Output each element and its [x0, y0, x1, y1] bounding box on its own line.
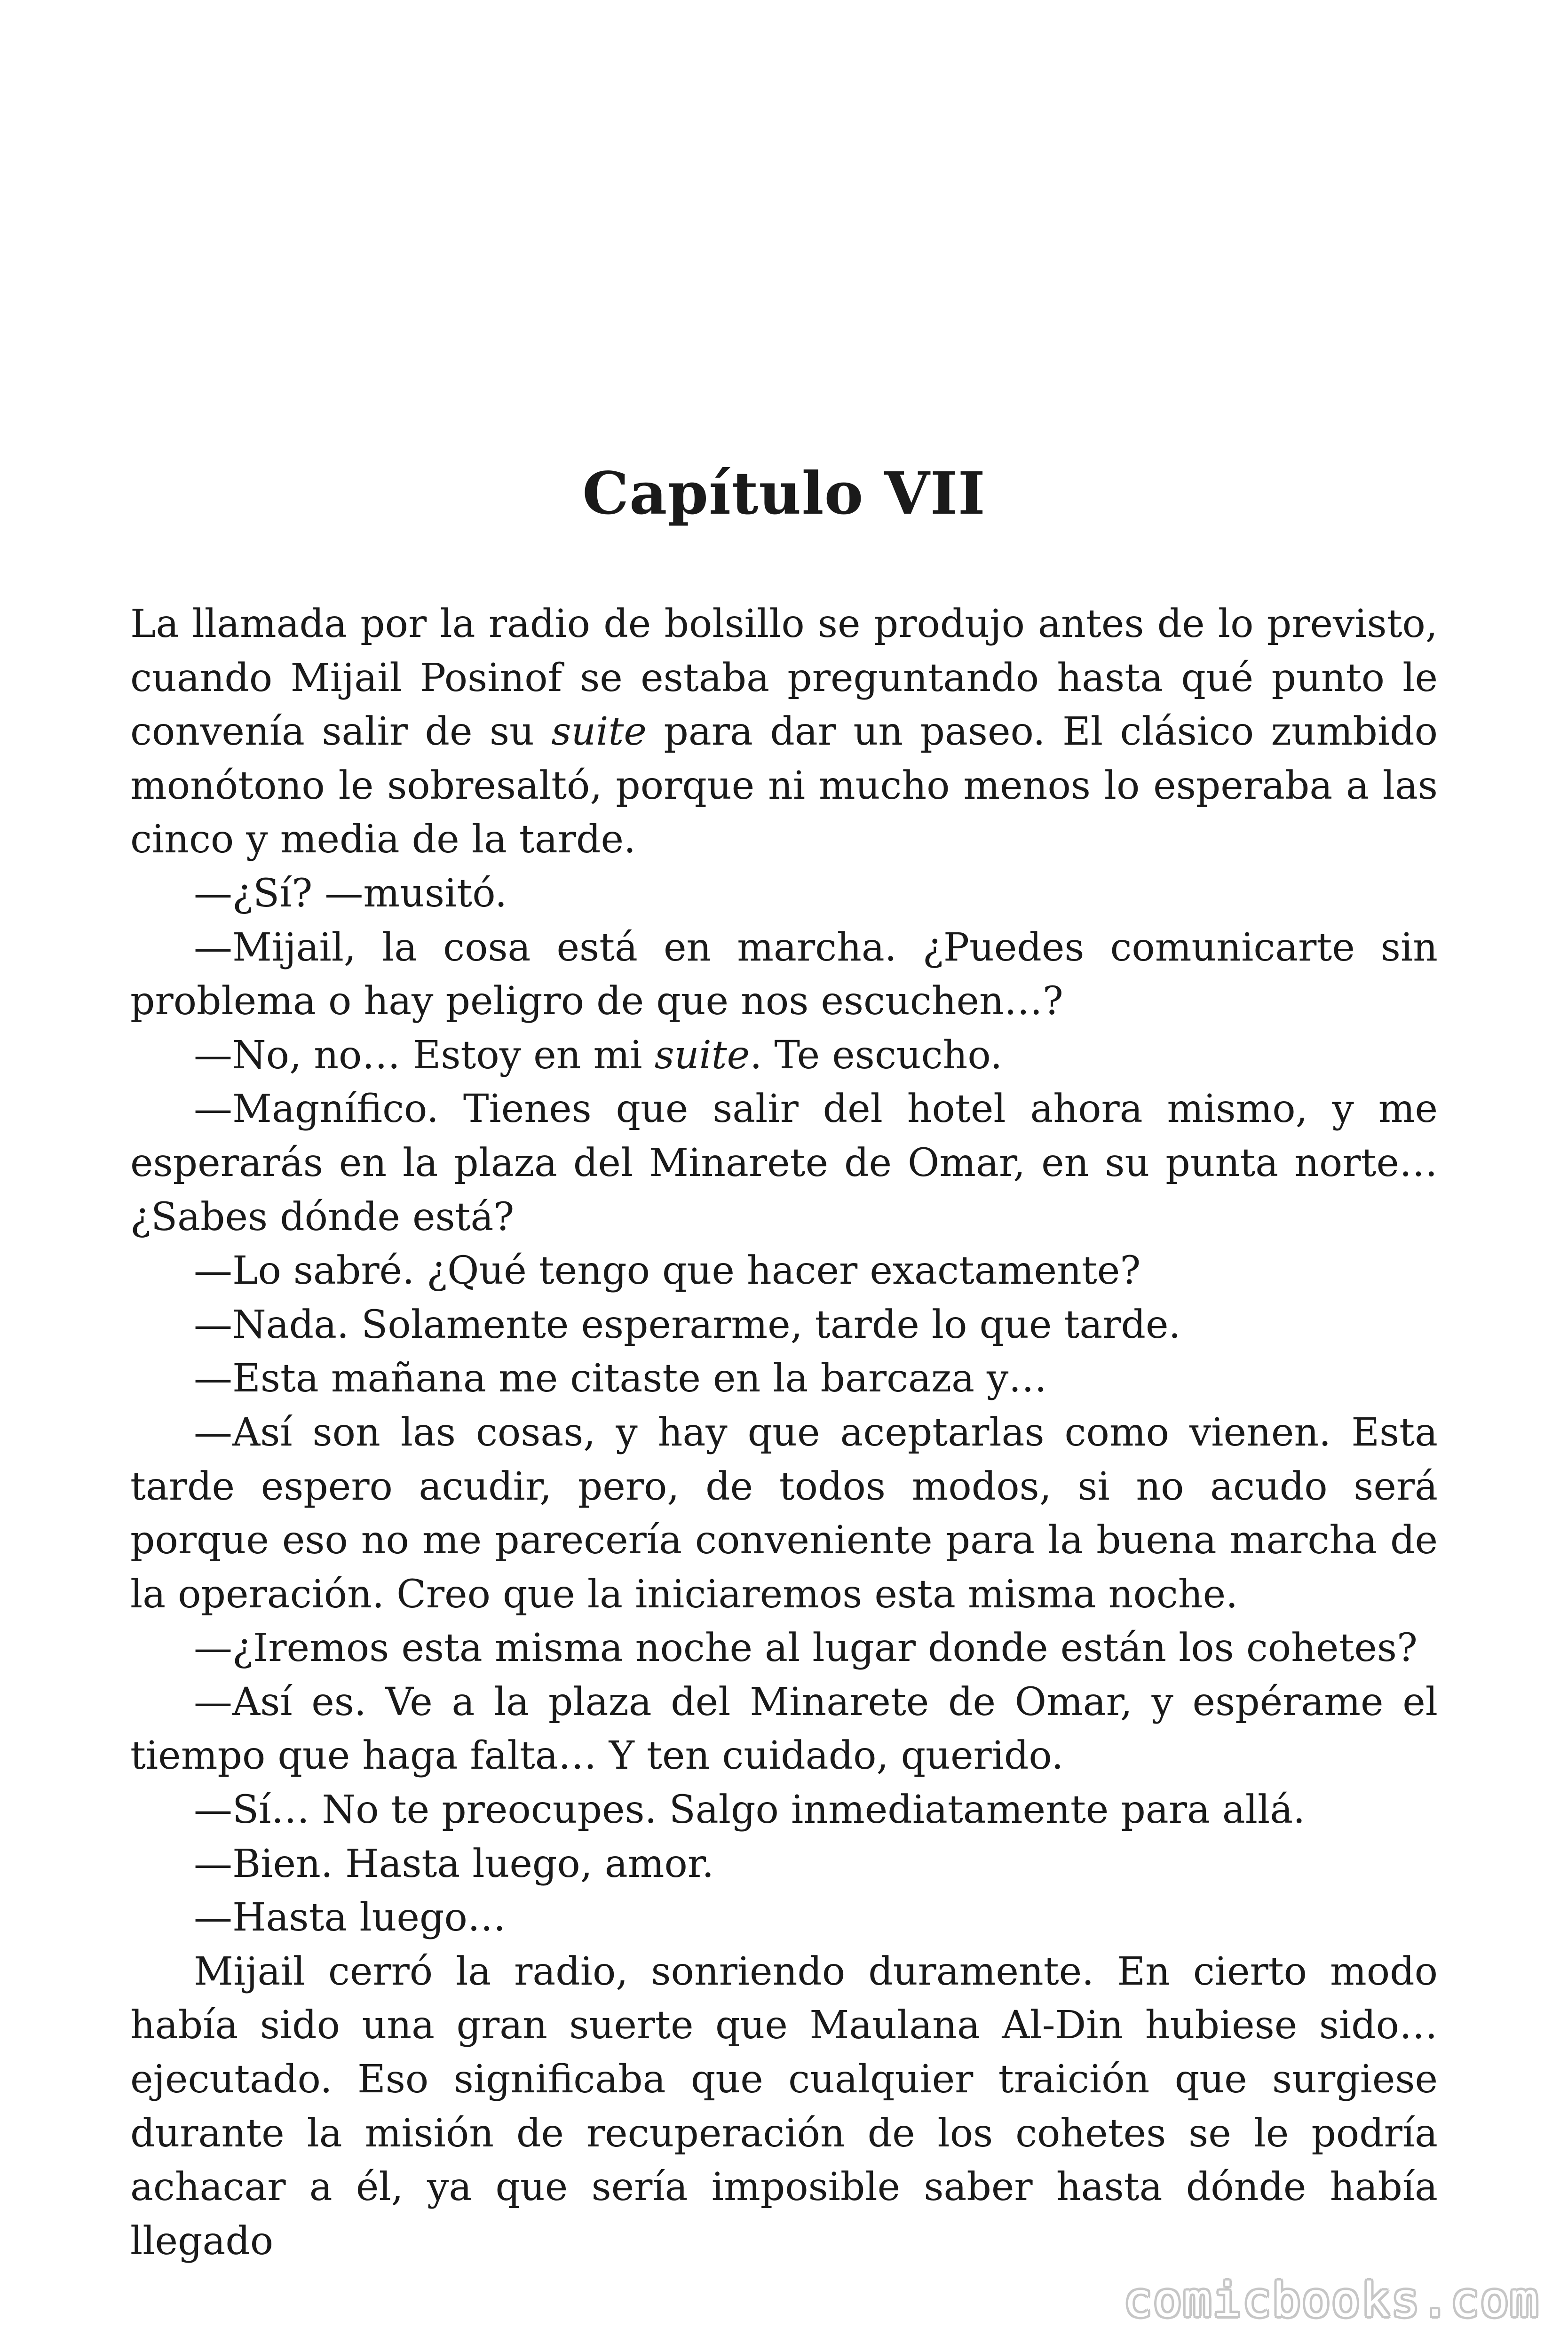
text-run: para dar un paseo. El clásico zumbido monótono le sobresaltó, porque ni mucho menos lo esperaba a las cinco y media de la tarde. [130, 709, 1438, 862]
italic-text: suite [551, 709, 647, 755]
text-run: La llamada por la radio de bolsillo se produjo antes de lo previsto, cuando Mijail Posinof se estaba preguntando hasta qué punto le convenía salir de su [130, 602, 1438, 755]
text-run: Mijail cerró la radio, sonriendo duramente. En cierto modo había sido una gran suerte que Maulana Al-Din hubiese sido… ejecutado. Eso significaba que cualquier traición que surgiese durante la misión de recuperación de los cohetes se le podría achacar a él, ya que sería imposible saber hasta dónde había llegado [130, 1949, 1438, 2264]
paragraph [130, 867, 1438, 921]
paragraph [130, 1676, 1438, 1783]
italic-text: suite [654, 1033, 750, 1078]
paragraph [130, 1837, 1438, 1891]
paragraph [130, 1783, 1438, 1837]
text-run: —Así son las cosas, y hay que aceptarlas como vienen. Esta tarde espero acudir, pero, de todos modos, si no acudo será porque eso no me parecería conveniente para la buena marcha de la operación. Creo que la iniciaremos esta misma noche. [130, 1410, 1438, 1617]
paragraph [130, 1029, 1438, 1083]
paragraph [130, 1945, 1438, 2269]
text-run: —Lo sabré. ¿Qué tengo que hacer exactamente? [194, 1248, 1141, 1294]
paragraph [130, 1244, 1438, 1298]
paragraph [130, 1352, 1438, 1406]
text-run: —Así es. Ve a la plaza del Minarete de Omar, y espérame el tiempo que haga falta… Y ten cuidado, querido. [130, 1679, 1438, 1779]
paragraph [130, 597, 1438, 867]
text-run: —Nada. Solamente esperarme, tarde lo que tarde. [194, 1302, 1181, 1347]
text-run: —Mijail, la cosa está en marcha. ¿Puedes comunicarte sin problema o hay peligro de que nos escuchen…? [130, 925, 1438, 1024]
paragraph [130, 1621, 1438, 1676]
text-run: —¿Iremos esta misma noche al lugar donde están los cohetes? [194, 1626, 1418, 1671]
chapter-body [130, 597, 1438, 2268]
paragraph [130, 1891, 1438, 1945]
text-run: . Te escucho. [750, 1033, 1003, 1078]
text-run: —Bien. Hasta luego, amor. [194, 1841, 714, 1886]
paragraph [130, 921, 1438, 1029]
text-run: —Esta mañana me citaste en la barcaza y… [194, 1356, 1047, 1401]
text-run: —Sí… No te preocupes. Salgo inmediatamente para allá. [194, 1788, 1306, 1833]
paragraph [130, 1082, 1438, 1244]
paragraph [130, 1406, 1438, 1621]
text-run: —Hasta luego… [194, 1895, 506, 1940]
text-run: —No, no… Estoy en mi [194, 1033, 655, 1078]
text-run: —Magnífico. Tienes que salir del hotel ahora mismo, y me esperarás en la plaza del Minarete de Omar, en su punta norte… ¿Sabes dónde está? [130, 1087, 1438, 1240]
watermark: comicbooks.com [1124, 2273, 1540, 2328]
chapter-title: Capítulo VII [582, 460, 986, 528]
paragraph [130, 1298, 1438, 1352]
text-run: —¿Sí? —musitó. [194, 871, 507, 916]
